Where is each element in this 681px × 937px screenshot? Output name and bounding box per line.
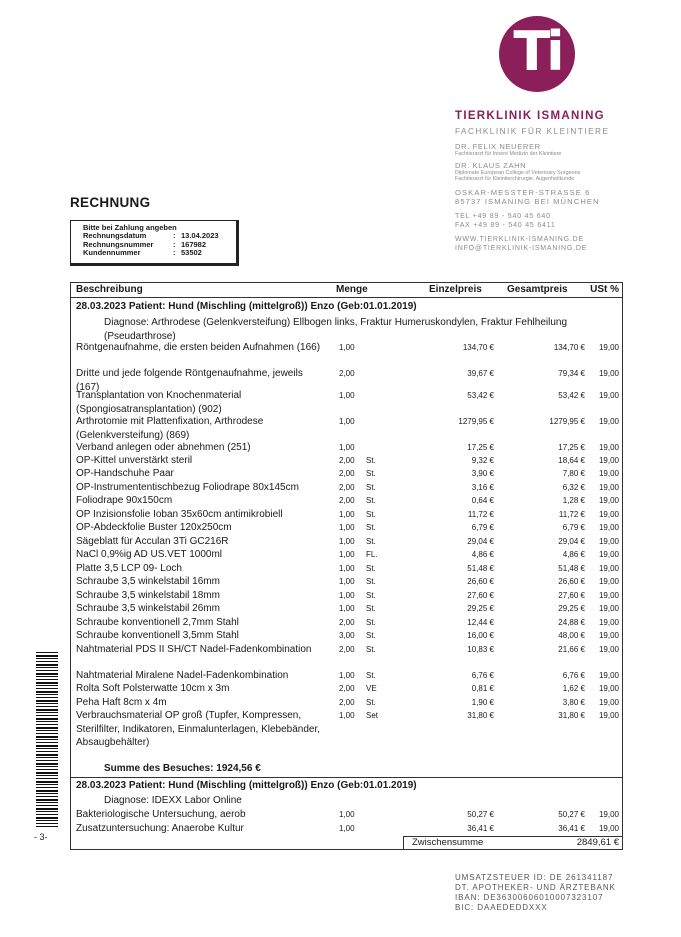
item-vat-rate: 19,00 bbox=[598, 523, 619, 533]
item-vat-rate: 19,00 bbox=[598, 631, 619, 641]
item-unit: St. bbox=[366, 509, 376, 519]
item-vat-rate: 19,00 bbox=[598, 417, 619, 426]
item-total-price: 6,32 € bbox=[562, 482, 585, 492]
iban: IBAN: DE36300606010007323107 bbox=[455, 893, 604, 902]
item-description: Verband anlegen oder abnehmen (251) bbox=[76, 442, 251, 453]
item-quantity: 1,00 bbox=[339, 810, 355, 819]
item-total-price: 29,04 € bbox=[558, 536, 585, 546]
invoice-title: RECHNUNG bbox=[70, 195, 151, 210]
column-header-quantity: Menge bbox=[336, 284, 368, 295]
email-link[interactable]: INFO@TIERKLINIK-ISMANING.DE bbox=[455, 244, 588, 252]
fax: FAX +49 89 - 540 45 6411 bbox=[455, 221, 556, 229]
item-total-price: 53,42 € bbox=[558, 391, 585, 400]
item-unit-price: 27,60 € bbox=[467, 590, 494, 600]
payment-reference-box bbox=[70, 220, 239, 266]
item-vat-rate: 19,00 bbox=[598, 369, 619, 378]
item-unit-price: 51,48 € bbox=[467, 563, 494, 573]
item-quantity: 1,00 bbox=[339, 343, 355, 352]
item-unit-price: 1279,95 € bbox=[458, 417, 494, 426]
item-quantity: 1,00 bbox=[339, 577, 355, 587]
item-quantity: 2,00 bbox=[339, 482, 355, 492]
subtotal-value: 2849,61 € bbox=[576, 837, 619, 848]
item-vat-rate: 19,00 bbox=[598, 496, 619, 506]
item-unit-price: 3,90 € bbox=[471, 469, 494, 479]
item-unit: St. bbox=[366, 455, 376, 465]
item-quantity: 2,00 bbox=[339, 644, 355, 654]
item-total-price: 4,86 € bbox=[562, 550, 585, 560]
item-unit-price: 36,41 € bbox=[467, 823, 494, 833]
invoice-date-row: Rechnungsdatum : 13.04.2023 bbox=[83, 231, 219, 241]
item-description: Arthrotomie mit Plattenfixation, Arthrodese (Gelenkversteifung) (869) bbox=[76, 416, 264, 441]
item-vat-rate: 19,00 bbox=[598, 604, 619, 614]
item-unit: St. bbox=[366, 617, 376, 627]
item-description: Schraube konventionell 2,7mm Stahl bbox=[76, 616, 239, 628]
item-vat-rate: 19,00 bbox=[598, 617, 619, 627]
item-vat-rate: 19,00 bbox=[598, 711, 619, 721]
item-unit: St. bbox=[366, 604, 376, 614]
item-quantity: 2,00 bbox=[339, 684, 355, 694]
bic: BIC: DAAEDEDDXXX bbox=[455, 903, 548, 912]
item-unit: St. bbox=[366, 523, 376, 533]
item-total-price: 134,70 € bbox=[553, 343, 585, 352]
item-total-price: 1,62 € bbox=[562, 684, 585, 694]
doctor-name: DR. KLAUS ZAHN bbox=[455, 161, 527, 170]
item-quantity: 1,00 bbox=[339, 711, 355, 721]
table-header bbox=[71, 283, 622, 298]
address-city: 85737 ISMANING BEI MÜNCHEN bbox=[455, 197, 600, 206]
field-label: Rechnungsdatum bbox=[83, 231, 147, 241]
invoice-table bbox=[70, 282, 623, 850]
payment-note: Bitte bei Zahlung angeben bbox=[83, 223, 177, 232]
item-unit-price: 29,25 € bbox=[467, 604, 494, 614]
visit-title: 28.03.2023 Patient: Hund (Mischling (mittelgroß)) Enzo (Geb:01.01.2019) bbox=[76, 301, 417, 312]
phone: TEL +49 89 - 540 45 640 bbox=[455, 213, 551, 220]
item-description: Rolta Soft Polsterwatte 10cm x 3m bbox=[76, 683, 230, 695]
item-total-price: 27,60 € bbox=[558, 590, 585, 600]
item-vat-rate: 19,00 bbox=[598, 684, 619, 694]
item-unit-price: 1,90 € bbox=[471, 697, 494, 707]
address-street: OSKAR-MESSTER-STRASSE 6 bbox=[455, 188, 591, 197]
item-unit-price: 29,04 € bbox=[467, 536, 494, 546]
customer-number-row: Kundennummer : 53502 bbox=[83, 248, 202, 258]
doctor-title: Fachtierarzt für Innere Medizin der Kleintiere bbox=[455, 151, 562, 157]
item-unit: FL. bbox=[366, 550, 378, 560]
item-unit-price: 17,25 € bbox=[467, 443, 494, 452]
item-unit: St. bbox=[366, 496, 376, 506]
item-unit: St. bbox=[366, 469, 376, 479]
item-vat-rate: 19,00 bbox=[598, 563, 619, 573]
item-total-price: 48,00 € bbox=[558, 631, 585, 641]
item-description: Schraube konventionell 3,5mm Stahl bbox=[76, 630, 239, 642]
item-unit: St. bbox=[366, 631, 376, 641]
item-unit: St. bbox=[366, 670, 376, 680]
item-total-price: 24,88 € bbox=[558, 617, 585, 627]
item-total-price: 36,41 € bbox=[558, 823, 585, 833]
item-quantity: 1,00 bbox=[339, 523, 355, 533]
item-total-price: 6,76 € bbox=[562, 670, 585, 680]
item-unit-price: 12,44 € bbox=[467, 617, 494, 627]
item-unit-price: 11,72 € bbox=[467, 509, 494, 519]
item-quantity: 1,00 bbox=[339, 417, 355, 426]
item-quantity: 1,00 bbox=[339, 509, 355, 519]
item-description: OP-Kittel unverstärkt steril bbox=[76, 454, 193, 466]
item-total-price: 3,80 € bbox=[562, 697, 585, 707]
item-description: Transplantation von Knochenmaterial (Spongiosatransplantation) (902) bbox=[76, 390, 242, 415]
barcode bbox=[36, 652, 58, 827]
item-unit-price: 53,42 € bbox=[467, 391, 494, 400]
item-unit-price: 0,64 € bbox=[471, 496, 494, 506]
item-quantity: 2,00 bbox=[339, 369, 355, 378]
field-value: 167982 bbox=[181, 239, 207, 249]
item-total-price: 11,72 € bbox=[558, 509, 585, 519]
item-quantity: 2,00 bbox=[339, 469, 355, 479]
item-total-price: 18,64 € bbox=[558, 455, 585, 465]
item-unit: St. bbox=[366, 644, 376, 654]
item-total-price: 21,66 € bbox=[558, 644, 585, 654]
item-quantity: 2,00 bbox=[339, 617, 355, 627]
item-description: Bakteriologische Untersuchung, aerob bbox=[76, 809, 246, 820]
website-link[interactable]: WWW.TIERKLINIK-ISMANING.DE bbox=[455, 236, 584, 243]
item-unit-price: 39,67 € bbox=[467, 369, 494, 378]
item-unit: St. bbox=[366, 590, 376, 600]
item-vat-rate: 19,00 bbox=[598, 455, 619, 465]
item-unit: St. bbox=[366, 536, 376, 546]
item-vat-rate: 19,00 bbox=[598, 590, 619, 600]
item-unit-price: 50,27 € bbox=[467, 810, 494, 819]
item-quantity: 1,00 bbox=[339, 563, 355, 573]
logo-text: Ti bbox=[513, 20, 561, 83]
item-total-price: 1279,95 € bbox=[549, 417, 585, 426]
item-total-price: 26,60 € bbox=[558, 577, 585, 587]
item-description: Schraube 3,5 winkelstabil 18mm bbox=[76, 589, 220, 601]
clinic-name: TIERKLINIK ISMANING bbox=[455, 110, 605, 122]
item-vat-rate: 19,00 bbox=[598, 536, 619, 546]
doctor-name: DR. FELIX NEUERER bbox=[455, 142, 541, 151]
item-unit: Set bbox=[366, 711, 379, 721]
item-total-price: 79,34 € bbox=[558, 369, 585, 378]
item-total-price: 17,25 € bbox=[558, 443, 585, 452]
item-vat-rate: 19,00 bbox=[598, 550, 619, 560]
item-description: Nahtmaterial PDS II SH/CT Nadel-Fadenkombination bbox=[76, 643, 312, 655]
item-quantity: 3,00 bbox=[339, 631, 355, 641]
item-description: Foliodrape 90x150cm bbox=[76, 495, 173, 507]
item-description: Nahtmaterial Miralene Nadel-Fadenkombination bbox=[76, 669, 289, 681]
subtotal-label: Zwischensumme bbox=[412, 837, 484, 848]
bank-details bbox=[455, 873, 625, 913]
item-vat-rate: 19,00 bbox=[598, 482, 619, 492]
item-unit-price: 6,79 € bbox=[471, 523, 494, 533]
item-description: NaCl 0,9%ig AD US.VET 1000ml bbox=[76, 549, 222, 561]
item-quantity: 1,00 bbox=[339, 550, 355, 560]
item-description: Schraube 3,5 winkelstabil 26mm bbox=[76, 603, 220, 615]
item-quantity: 2,00 bbox=[339, 455, 355, 465]
item-description: OP Inzisionsfolie Ioban 35x60cm antimikrobiell bbox=[76, 508, 283, 520]
visit-sum-text: Summe des Besuches: 1924,56 € bbox=[104, 763, 261, 774]
vat-id: UMSATZSTEUER ID: DE 261341187 bbox=[455, 873, 614, 882]
item-quantity: 1,00 bbox=[339, 536, 355, 546]
item-vat-rate: 19,00 bbox=[598, 577, 619, 587]
item-vat-rate: 19,00 bbox=[598, 469, 619, 479]
item-unit: St. bbox=[366, 563, 376, 573]
item-unit-price: 0,81 € bbox=[471, 684, 494, 694]
item-vat-rate: 19,00 bbox=[598, 391, 619, 400]
item-quantity: 2,00 bbox=[339, 697, 355, 707]
doctor-title: Diplomate European College of Veterinary Surgeons bbox=[455, 170, 581, 176]
item-vat-rate: 19,00 bbox=[598, 509, 619, 519]
item-quantity: 1,00 bbox=[339, 823, 355, 833]
item-description: Dritte und jede folgende Röntgenaufnahme, jeweils (167) bbox=[76, 368, 303, 393]
item-description: OP-Handschuhe Paar bbox=[76, 468, 174, 480]
item-description: Schraube 3,5 winkelstabil 16mm bbox=[76, 576, 220, 588]
item-vat-rate: 19,00 bbox=[598, 810, 619, 819]
column-header-total: Gesamtpreis bbox=[507, 284, 568, 295]
item-vat-rate: 19,00 bbox=[598, 343, 619, 352]
item-vat-rate: 19,00 bbox=[598, 823, 619, 833]
field-label: Kundennummer bbox=[83, 248, 141, 258]
item-total-price: 6,79 € bbox=[562, 523, 585, 533]
item-quantity: 1,00 bbox=[339, 590, 355, 600]
item-vat-rate: 19,00 bbox=[598, 670, 619, 680]
item-unit-price: 4,86 € bbox=[471, 550, 494, 560]
item-total-price: 51,48 € bbox=[558, 563, 585, 573]
item-quantity: 1,00 bbox=[339, 670, 355, 680]
bank-name: DT. APOTHEKER- UND ÄRZTEBANK bbox=[455, 883, 616, 892]
column-header-description: Beschreibung bbox=[76, 284, 143, 295]
item-unit-price: 10,83 € bbox=[467, 644, 494, 654]
column-header-unit-price: Einzelpreis bbox=[429, 284, 482, 295]
item-vat-rate: 19,00 bbox=[598, 644, 619, 654]
clinic-subtitle: FACHKLINIK FÜR KLEINTIERE bbox=[455, 127, 610, 136]
item-unit: VE bbox=[366, 684, 377, 694]
clinic-logo bbox=[499, 16, 575, 92]
item-description: OP-Abdeckfolie Buster 120x250cm bbox=[76, 522, 232, 534]
item-unit: St. bbox=[366, 482, 376, 492]
item-total-price: 31,80 € bbox=[558, 711, 585, 721]
item-quantity: 1,00 bbox=[339, 604, 355, 614]
item-vat-rate: 19,00 bbox=[598, 443, 619, 452]
item-unit-price: 3,16 € bbox=[471, 482, 494, 492]
invoice-number-row: Rechnungsnummer : 167982 bbox=[83, 239, 207, 249]
item-description: OP-Instrumententischbezug Foliodrape 80x145cm bbox=[76, 481, 299, 493]
item-quantity: 1,00 bbox=[339, 443, 355, 452]
item-total-price: 29,25 € bbox=[558, 604, 585, 614]
item-unit-price: 6,76 € bbox=[471, 670, 494, 680]
subtotal-box bbox=[403, 836, 623, 850]
item-total-price: 7,80 € bbox=[562, 469, 585, 479]
column-header-vat: USt % bbox=[590, 284, 619, 295]
item-unit-price: 31,80 € bbox=[467, 711, 494, 721]
item-unit-price: 16,00 € bbox=[467, 631, 494, 641]
item-unit-price: 26,60 € bbox=[467, 577, 494, 587]
item-quantity: 2,00 bbox=[339, 496, 355, 506]
item-description: Verbrauchsmaterial OP groß (Tupfer, Kompressen, Sterilfilter, Indikatoren, Einmalunterlagen, Klebebänder, Absaugbehälter) bbox=[76, 710, 321, 749]
item-quantity: 1,00 bbox=[339, 391, 355, 400]
item-total-price: 50,27 € bbox=[558, 810, 585, 819]
field-label: Rechnungsnummer bbox=[83, 239, 154, 249]
item-description: Sägeblatt für Acculan 3Ti GC216R bbox=[76, 535, 229, 547]
field-value: 53502 bbox=[181, 248, 202, 258]
item-unit: St. bbox=[366, 697, 376, 707]
item-unit: St. bbox=[366, 577, 376, 587]
page-number: - 3- bbox=[34, 832, 48, 842]
item-vat-rate: 19,00 bbox=[598, 697, 619, 707]
item-description: Zusatzuntersuchung: Anaerobe Kultur bbox=[76, 822, 244, 834]
diagnosis-text: Diagnose: IDEXX Labor Online bbox=[104, 795, 242, 806]
visit-title: 28.03.2023 Patient: Hund (Mischling (mittelgroß)) Enzo (Geb:01.01.2019) bbox=[76, 780, 417, 791]
field-value: 13.04.2023 bbox=[181, 231, 219, 241]
item-unit-price: 9,32 € bbox=[471, 455, 494, 465]
diagnosis-text: Diagnose: Arthrodese (Gelenkversteifung) Ellbogen links, Fraktur Humeruskondylen, Fraktur Fehlheilung (Pseudarthrose) bbox=[104, 317, 568, 342]
item-description: Platte 3,5 LCP 09- Loch bbox=[76, 562, 182, 574]
section-divider bbox=[71, 777, 622, 778]
item-description: Peha Haft 8cm x 4m bbox=[76, 696, 167, 708]
item-total-price: 1,28 € bbox=[562, 496, 585, 506]
letterhead bbox=[455, 110, 620, 253]
item-unit-price: 134,70 € bbox=[462, 343, 494, 352]
item-description: Röntgenaufnahme, die ersten beiden Aufnahmen (166) bbox=[76, 342, 321, 353]
doctor-title: Fachtierarzt für Kleintierchirurgie, Augenheilkunde bbox=[455, 176, 575, 182]
